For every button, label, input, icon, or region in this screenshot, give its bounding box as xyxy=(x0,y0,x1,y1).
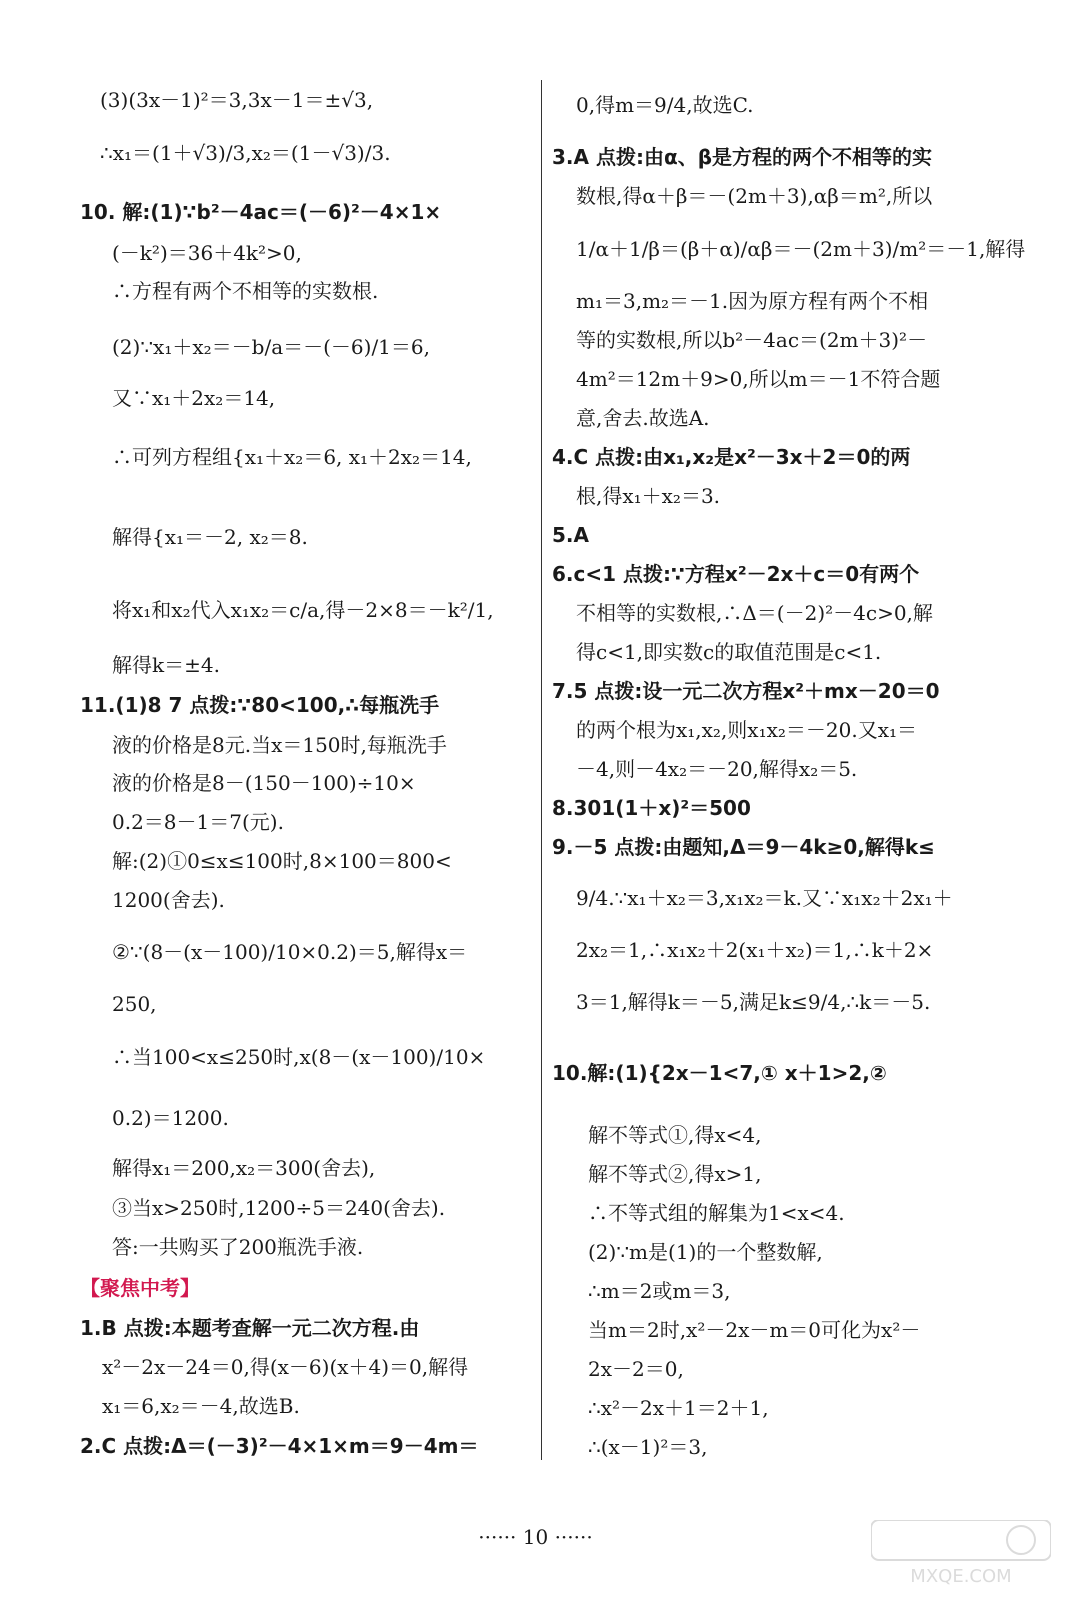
text-line: 解:(2)①0≤x≤100时,8×100＝800< xyxy=(112,849,452,873)
text-line: 解不等式①,得x<4, xyxy=(588,1123,762,1147)
text-line: 2x－2＝0, xyxy=(588,1357,684,1381)
text-line: 1.B 点拨:本题考查解一元二次方程.由 xyxy=(80,1316,420,1340)
text-line: 答:一共购买了200瓶洗手液. xyxy=(112,1235,364,1259)
text-line: ∴x²－2x＋1＝2＋1, xyxy=(588,1396,769,1420)
text-line: 1/α＋1/β＝(β＋α)/αβ＝－(2m＋3)/m²＝－1,解得 xyxy=(576,237,1026,261)
text-line: 将x₁和x₂代入x₁x₂＝c/a,得－2×8＝－k²/1, xyxy=(112,598,494,622)
text-line: ③当x>250时,1200÷5＝240(舍去). xyxy=(112,1196,446,1220)
text-line: 1200(舍去). xyxy=(112,888,225,912)
text-line: ∴(x－1)²＝3, xyxy=(588,1435,708,1459)
text-line: ∴方程有两个不相等的实数根. xyxy=(112,279,379,303)
text-line: 250, xyxy=(112,992,157,1016)
text-line: 液的价格是8元.当x＝150时,每瓶洗手 xyxy=(112,733,447,757)
text-line: 液的价格是8－(150－100)÷10× xyxy=(112,771,416,795)
text-line: 3.A 点拨:由α、β是方程的两个不相等的实 xyxy=(552,145,933,169)
text-line: 0,得m＝9/4,故选C. xyxy=(576,93,754,117)
text-line: (2)∵m是(1)的一个整数解, xyxy=(588,1240,823,1264)
text-line: 5.A xyxy=(552,523,589,547)
text-line: 解得x₁＝200,x₂＝300(舍去), xyxy=(112,1156,376,1180)
text-line: 解得k＝±4. xyxy=(112,653,220,677)
text-line: 10.解:(1){2x－1<7,① x＋1>2,② xyxy=(552,1061,887,1085)
text-line: (3)(3x－1)²＝3,3x－1＝±√3, xyxy=(100,88,374,112)
text-line: ∴可列方程组{x₁＋x₂＝6, x₁＋2x₂＝14, xyxy=(112,445,472,469)
text-line: 2.C 点拨:Δ＝(－3)²－4×1×m＝9－4m＝ xyxy=(80,1434,479,1458)
text-line: (2)∵x₁＋x₂＝－b/a＝－(－6)/1＝6, xyxy=(112,335,430,359)
text-line: 0.2)＝1200. xyxy=(112,1106,229,1130)
text-line: 数根,得α＋β＝－(2m＋3),αβ＝m²,所以 xyxy=(576,184,933,208)
text-line: 的两个根为x₁,x₂,则x₁x₂＝－20.又x₁＝ xyxy=(576,718,918,742)
page-number: ······ 10 ······ xyxy=(478,1525,593,1549)
text-line: 解不等式②,得x>1, xyxy=(588,1162,762,1186)
text-line: 得c<1,即实数c的取值范围是c<1. xyxy=(576,640,882,664)
text-line: 不相等的实数根,∴Δ＝(－2)²－4c>0,解 xyxy=(576,601,933,625)
text-line: x₁＝6,x₂＝－4,故选B. xyxy=(102,1394,300,1418)
text-line: 8.301(1＋x)²＝500 xyxy=(552,796,751,820)
text-line: 9.－5 点拨:由题知,Δ＝9－4k≥0,解得k≤ xyxy=(552,835,935,859)
text-line: 等的实数根,所以b²－4ac＝(2m＋3)²－ xyxy=(576,328,928,352)
text-line: 4.C 点拨:由x₁,x₂是x²－3x＋2＝0的两 xyxy=(552,445,911,469)
text-line: 0.2＝8－1＝7(元). xyxy=(112,810,284,834)
section-heading: 【聚焦中考】 xyxy=(80,1276,200,1300)
text-line: ②∵(8－(x－100)/10×0.2)＝5,解得x＝ xyxy=(112,940,468,964)
text-line: ∴不等式组的解集为1<x<4. xyxy=(588,1201,845,1225)
text-line: 7.5 点拨:设一元二次方程x²＋mx－20＝0 xyxy=(552,679,940,703)
text-line: 11.(1)8 7 点拨:∵80<100,∴每瓶洗手 xyxy=(80,693,440,717)
text-line: 10. 解:(1)∵b²－4ac＝(－6)²－4×1× xyxy=(80,200,442,224)
text-line: 意,舍去.故选A. xyxy=(576,406,710,430)
text-line: ∴x₁＝(1＋√3)/3,x₂＝(1－√3)/3. xyxy=(100,141,391,165)
text-line: －4,则－4x₂＝－20,解得x₂＝5. xyxy=(576,757,858,781)
text-line: 又∵x₁＋2x₂＝14, xyxy=(112,386,276,410)
watermark-logo xyxy=(871,1520,1051,1590)
text-line: 2x₂＝1,∴x₁x₂＋2(x₁＋x₂)＝1,∴k＋2× xyxy=(576,938,934,962)
text-line: (－k²)＝36＋4k²>0, xyxy=(112,241,302,265)
text-line: 当m＝2时,x²－2x－m＝0可化为x²－ xyxy=(588,1318,921,1342)
column-divider xyxy=(541,80,542,1460)
text-line: 解得{x₁＝－2, x₂＝8. xyxy=(112,525,308,549)
text-line: 4m²＝12m＋9>0,所以m＝－1不符合题 xyxy=(576,367,941,391)
text-line: 6.c<1 点拨:∵方程x²－2x＋c＝0有两个 xyxy=(552,562,920,586)
text-line: ∴当100<x≤250时,x(8－(x－100)/10× xyxy=(112,1045,486,1069)
text-line: ∴m＝2或m＝3, xyxy=(588,1279,731,1303)
text-line: 根,得x₁＋x₂＝3. xyxy=(576,484,721,508)
text-line: 9/4.∵x₁＋x₂＝3,x₁x₂＝k.又∵x₁x₂＋2x₁＋ xyxy=(576,886,953,910)
text-line: m₁＝3,m₂＝－1.因为原方程有两个不相 xyxy=(576,289,929,313)
text-line: x²－2x－24＝0,得(x－6)(x＋4)＝0,解得 xyxy=(102,1355,469,1379)
svg-text:MXQE.COM: MXQE.COM xyxy=(910,1566,1012,1587)
text-line: 3＝1,解得k＝－5,满足k≤9/4,∴k＝－5. xyxy=(576,990,931,1014)
